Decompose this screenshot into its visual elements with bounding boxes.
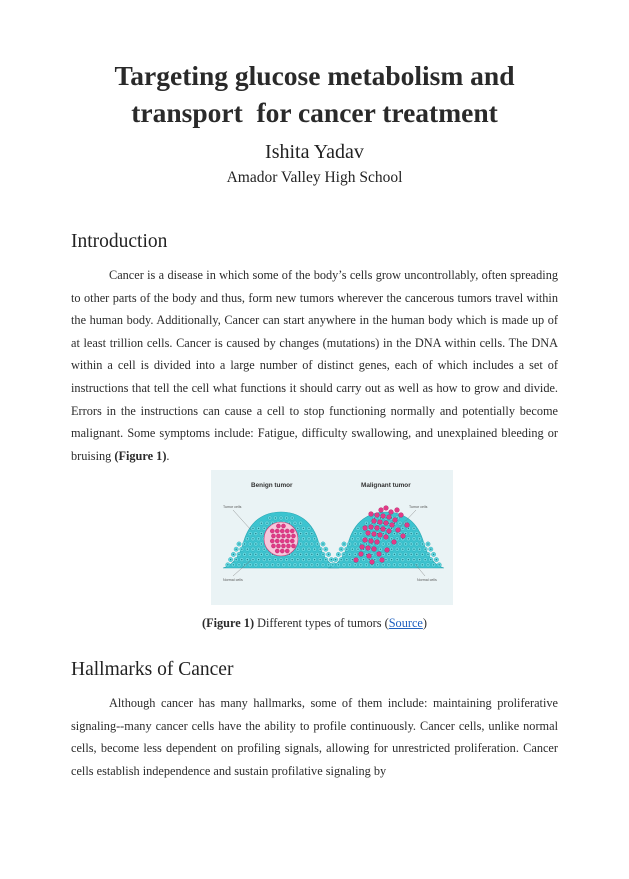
document-title (40, 57, 589, 131)
benign-tumor-label: Benign tumor (251, 482, 293, 489)
malignant-tumor-label: Malignant tumor (361, 482, 411, 489)
author-name: Ishita Yadav (265, 141, 364, 163)
figure-reference: (Figure 1) (114, 448, 167, 463)
figure-1-caption: (Figure 1) Different types of tumors (Source) (202, 616, 427, 630)
title-line-2: transport for cancer treatment (131, 97, 498, 128)
introduction-text: Cancer is a disease in which some of the body’s cells grow uncontrollably, often spreading to other parts of the body and thus, form new tumors wherever the cancerous tumors travel within the human body. Additionally, Cancer can start anywhere in the human body which is made up of at least trillion cells. Cancer is caused by changes (mutations) in the DNA within cells. The DNA within a cell is divided into a large number of distinct genes, each of which includes a set of instructions that tell the cell what functions it should carry out as well as how to grow and divide. Errors in the instructions can cause a cell to stop functioning normally and potentially become malignant. Some symptoms include: Fatigue, difficulty swallowing, and unexplained bleeding or bruising (71, 268, 558, 463)
author-school: Amador Valley High School (226, 169, 403, 186)
malignant-tumor-cells-label: Tumor cells (409, 505, 428, 509)
tumor-tissue-drawing (211, 470, 453, 605)
benign-tumor-cells-label: Tumor cells (223, 505, 242, 509)
title-line-1: Targeting glucose metabolism and (114, 60, 515, 91)
figure-1-tumor-illustration (211, 470, 453, 605)
malignant-tumor-tissue (328, 506, 444, 568)
caption-text: Different types of tumors ( (254, 616, 389, 630)
benign-normal-cells-label: Normal cells (223, 578, 243, 582)
hallmarks-text: Although cancer has many hallmarks, some of them include: maintaining proliferative signaling--many cancer cells have the ability to profile continuously. Cancer cells, unlike normal cells, become less dependent on profiling signals, allowing for unrestricted proliferation. Cancer cells establish independence and sustain profilative signaling by (71, 696, 558, 778)
introduction-heading: Introduction (71, 231, 168, 252)
benign-tumor-tissue (223, 512, 339, 568)
malignant-normal-cells-label: Normal cells (417, 578, 437, 582)
introduction-paragraph: Cancer is a disease in which some of the body’s cells grow uncontrollably, often spreading to other parts of the body and thus, form new tumors wherever the cancerous tumors travel within the human body. Additionally, Cancer can start anywhere in the human body which is made up of at least trillion cells. Cancer is caused by changes (mutations) in the DNA within cells. The DNA within a cell is divided into a large number of distinct genes, each of which includes a set of instructions that tell the cell what functions it should carry out as well as how to grow and divide. Errors in the instructions can cause a cell to stop functioning normally and potentially become malignant. Some symptoms include: Fatigue, difficulty swallowing, and unexplained bleeding or bruising (Figure 1). (71, 268, 558, 463)
caption-source-link[interactable]: Source (388, 616, 423, 630)
caption-figure-label: (Figure 1) (202, 616, 255, 630)
hallmarks-paragraph (71, 692, 558, 782)
hallmarks-heading: Hallmarks of Cancer (71, 659, 234, 680)
